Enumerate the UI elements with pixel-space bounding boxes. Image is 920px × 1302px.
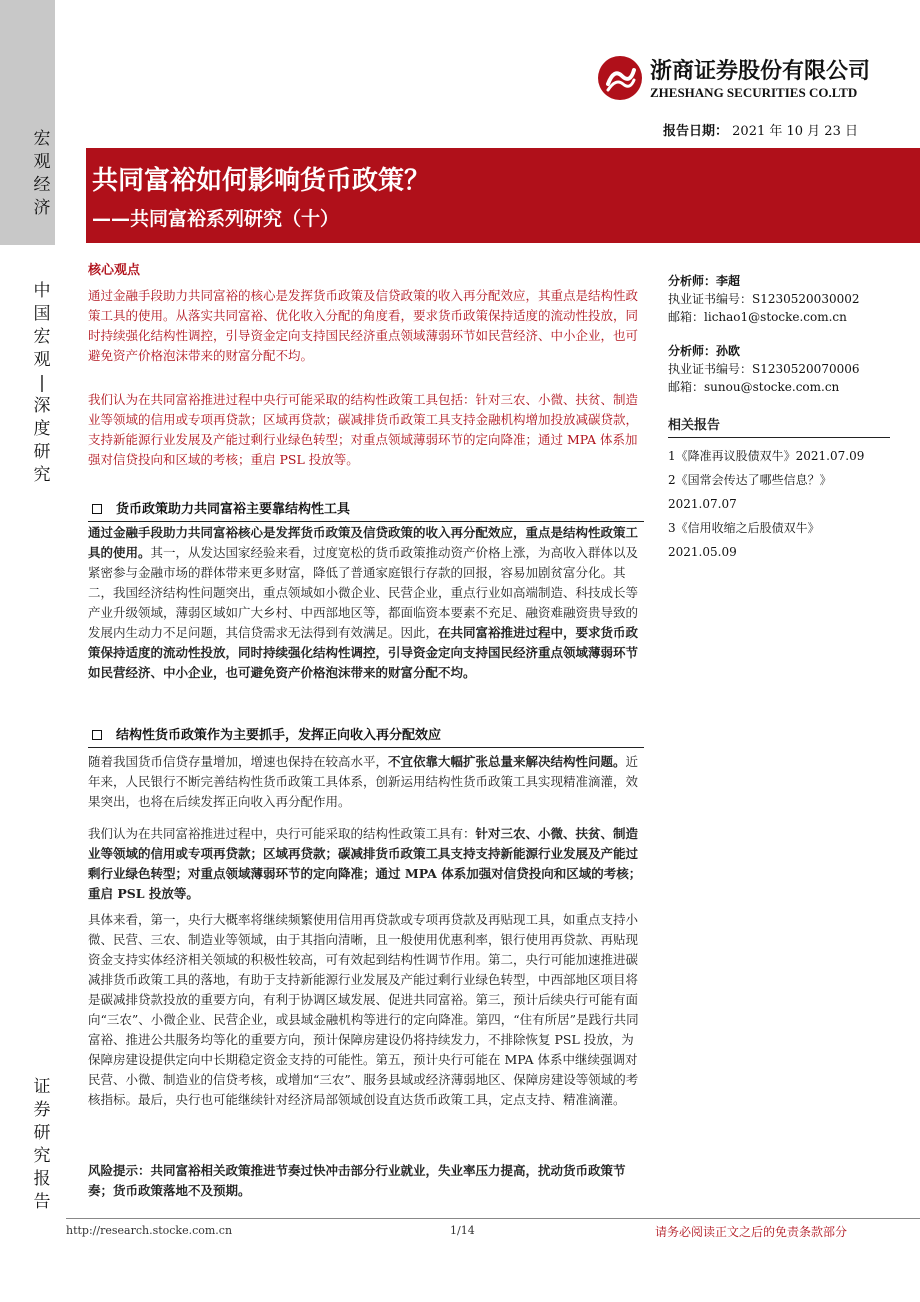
side-char: 告 — [33, 1192, 51, 1212]
side-char: 究 — [33, 465, 51, 485]
section-2-paragraph-3: 具体来看，第一，央行大概率将继续频繁使用信用再贷款或专项再贷款及再贴现工具，如重点支持小微、民营、三农、制造业等领域，由于其指向清晰，且一般使用优惠利率，银行使用再贷款、再贴现资金支持实体经济相关领域的积极性较高，可有效起到结构性调节作用。第二，央行可能加速推进碳减排货币政策工具的落地，有助于支持新能源行业发展及产能过剩行业绿色转型，中西部地区项目将是碳减排贷款投放的重要方向，有利于协调区域发展、促进共同富裕。第三，预计后续央行可能有面向“三农”、小微企业、民营企业，或县域金融机构等进行的定向降准。第四，“住有所居”是践行共同富裕、推进公共服务均等化的重要方向，预计保障房建设仍将持续发力，不排除恢复 PSL 投放，为保障房建设提供定向中长期稳定资金支持的可能性。第五，预计央行可能在 MPA 体系中继续强调对民营、小微、制造业的信贷考核，或增加“三农”、服务县域或经济薄弱地区、保障房建设等领域的考核指标。最后，央行也可能继续针对经济局部领域创设直达货币政策工具，定点支持、精准滴灌。 — [88, 912, 639, 1107]
report-date — [663, 120, 858, 139]
side-char: 度 — [33, 419, 51, 439]
s2p2-bold: 针对三农、小微、扶贫、制造业等领域的信用或专项再贷款；区域再贷款；碳减排货币政策工具支持支持新能源行业发展及产能过剩行业绿色转型；对重点领域薄弱环节的定向降准；通过 MPA 体系加强对信贷投向和区域的考核；重启 PSL 投放等。 — [88, 826, 642, 901]
section-heading-1-text: 货币政策助力共同富裕主要靠结构性工具 — [116, 502, 351, 517]
core-paragraph-1: 通过金融手段助力共同富裕的核心是发挥货币政策及信贷政策的收入再分配效应，其重点是结构性政策工具的使用。从落实共同富裕、优化收入分配的角度看，要求货币政策保持适度的流动性投放，同时持续强化结构性调控，引导资金定向支持国民经济重点领域薄弱环节如民营经济、中小企业，也可避免资产价格泡沫带来的财富分配不均。 — [88, 288, 639, 363]
analyst-1 — [668, 272, 860, 326]
email-label: 邮箱： — [668, 380, 705, 394]
related-report-date: 2021.05.09 — [668, 545, 737, 559]
side-char: 中 — [33, 281, 51, 301]
analyst-name: 李超 — [716, 274, 741, 288]
side-char: 经 — [33, 175, 51, 195]
checkbox-bullet-icon — [92, 730, 102, 740]
analyst-name: 孙欧 — [716, 344, 741, 358]
side-char: 济 — [33, 198, 51, 218]
related-report-3[interactable] — [668, 516, 890, 564]
company-name-cn: 浙商证券股份有限公司 — [650, 59, 871, 84]
analyst-label: 分析师： — [668, 274, 717, 288]
analyst-email-link[interactable]: sunou@stocke.com.cn — [704, 380, 840, 394]
footer-divider — [66, 1218, 920, 1219]
section-heading-2 — [88, 724, 644, 748]
related-report-1[interactable] — [668, 444, 890, 468]
company-logo-icon — [596, 54, 644, 102]
related-reports-heading: 相关报告 — [668, 414, 890, 438]
core-heading: 核心观点 — [88, 263, 141, 278]
footer-disclaimer: 请务必阅读正文之后的免责条款部分 — [655, 1225, 848, 1239]
side-char: 究 — [33, 1146, 51, 1166]
side-char: 证 — [33, 1077, 51, 1097]
side-char: 券 — [33, 1100, 51, 1120]
footer-url-link[interactable]: http://research.stocke.com.cn — [66, 1224, 233, 1237]
s2p1-normal: 随着我国货币信贷存量增加，增速也保持在较高水平， — [88, 754, 389, 769]
cert-number: S1230520030002 — [752, 292, 860, 306]
cert-label: 执业证书编号： — [668, 362, 753, 376]
cert-label: 执业证书编号： — [668, 292, 753, 306]
side-char: | — [39, 373, 45, 393]
report-subtitle: ——共同富裕系列研究（十） — [92, 208, 340, 230]
section-2-paragraph-1 — [88, 752, 644, 812]
side-char: 宏 — [33, 129, 51, 149]
side-char: 深 — [33, 396, 51, 416]
risk-warning: 风险提示：共同富裕相关政策推进节奏过快冲击部分行业就业，失业率压力提高，扰动货币政策节奏；货币政策落地不及预期。 — [88, 1163, 626, 1198]
related-report-2[interactable] — [668, 468, 890, 516]
side-series — [30, 280, 54, 487]
checkbox-bullet-icon — [92, 504, 102, 514]
side-char: 研 — [33, 442, 51, 462]
s2p1-normal2: 近年来，人民银行不断完善结构性货币政策工具体系，创新运用结构性货币政策工具实现精准滴灌，效果突出，也将在后续发挥正向收入再分配作用。 — [88, 754, 639, 809]
analyst-label: 分析师： — [668, 344, 717, 358]
cert-number: S1230520070006 — [752, 362, 860, 376]
related-report-title: 3《信用收缩之后股债双牛》 — [668, 521, 820, 535]
s1-bold2: 在共同富裕推进过程中，要求货币政策保持适度的流动性投放，同时持续强化结构性调控，引导资金定向支持国民经济重点领域薄弱环节如民营经济、中小企业，也可避免资产价格泡沫带来的财富分配不均。 — [88, 625, 639, 680]
s1-bold: 通过金融手段助力共同富裕核心是发挥货币政策及信贷政策的收入再分配效应，重点是结构性政策工具的使用。 — [88, 525, 639, 560]
related-report-title: 2《国常会传达了哪些信息？》 — [668, 473, 832, 487]
side-char: 国 — [33, 304, 51, 324]
section-1-paragraph — [88, 523, 644, 683]
related-report-date: 2021.07.09 — [795, 449, 865, 463]
report-title: 共同富裕如何影响货币政策？ — [92, 166, 431, 196]
core-paragraph-2: 我们认为在共同富裕推进过程中央行可能采取的结构性政策工具包括：针对三农、小微、扶贫、制造业等领域的信用或专项再贷款；区域再贷款；碳减排货币政策工具支持金融机构增加投放减碳贷款，支持新能源行业发展及产能过剩行业绿色转型；对重点领域薄弱环节的定向降准；通过 MPA 体系加强对信贷投向和区域的考核；重启 PSL 投放等。 — [88, 392, 639, 467]
email-label: 邮箱： — [668, 310, 705, 324]
report-date-label: 报告日期： — [663, 124, 729, 139]
report-date-value: 2021 年 10 月 23 日 — [732, 124, 858, 139]
side-char: 观 — [33, 152, 51, 172]
analyst-email-link[interactable]: lichao1@stocke.com.cn — [704, 310, 847, 324]
page-number: 1/14 — [450, 1224, 475, 1237]
s1-normal: 其一，从发达国家经验来看，过度宽松的货币政策推动资产价格上涨，为高收入群体以及紧密参与金融市场的群体带来更多财富，降低了普通家庭银行存款的回报，容易加剧贫富分化。其二，我国经济结构性问题突出，重点领域如小微企业、民营企业，重点行业如高端制造、科技成长等产业升级领域，薄弱区域如广大乡村、中西部地区等，都面临资本要素不充足、融资难融资贵导致的发展内生动力不足问题，其信贷需求无法得到有效满足。因此， — [88, 545, 639, 640]
related-reports-list — [668, 444, 890, 564]
side-category — [30, 128, 54, 220]
analyst-2 — [668, 342, 860, 396]
section-heading-2-text: 结构性货币政策作为主要抓手，发挥正向收入再分配效应 — [116, 728, 442, 743]
related-report-date: 2021.07.07 — [668, 497, 737, 511]
side-char: 报 — [33, 1169, 51, 1189]
section-heading-1 — [88, 498, 644, 522]
s2p2-normal: 我们认为在共同富裕推进过程中，央行可能采取的结构性政策工具有： — [88, 826, 476, 841]
section-2-paragraph-2 — [88, 824, 644, 904]
side-char: 宏 — [33, 327, 51, 347]
s2p1-bold: 不宜依靠大幅扩张总量来解决结构性问题。 — [388, 754, 626, 769]
company-name-en: ZHESHANG SECURITIES CO.LTD — [650, 85, 858, 100]
side-char: 观 — [33, 350, 51, 370]
side-char: 研 — [33, 1123, 51, 1143]
related-report-title: 1《降准再议股债双牛》 — [668, 449, 796, 463]
side-doc-type — [30, 1076, 54, 1214]
